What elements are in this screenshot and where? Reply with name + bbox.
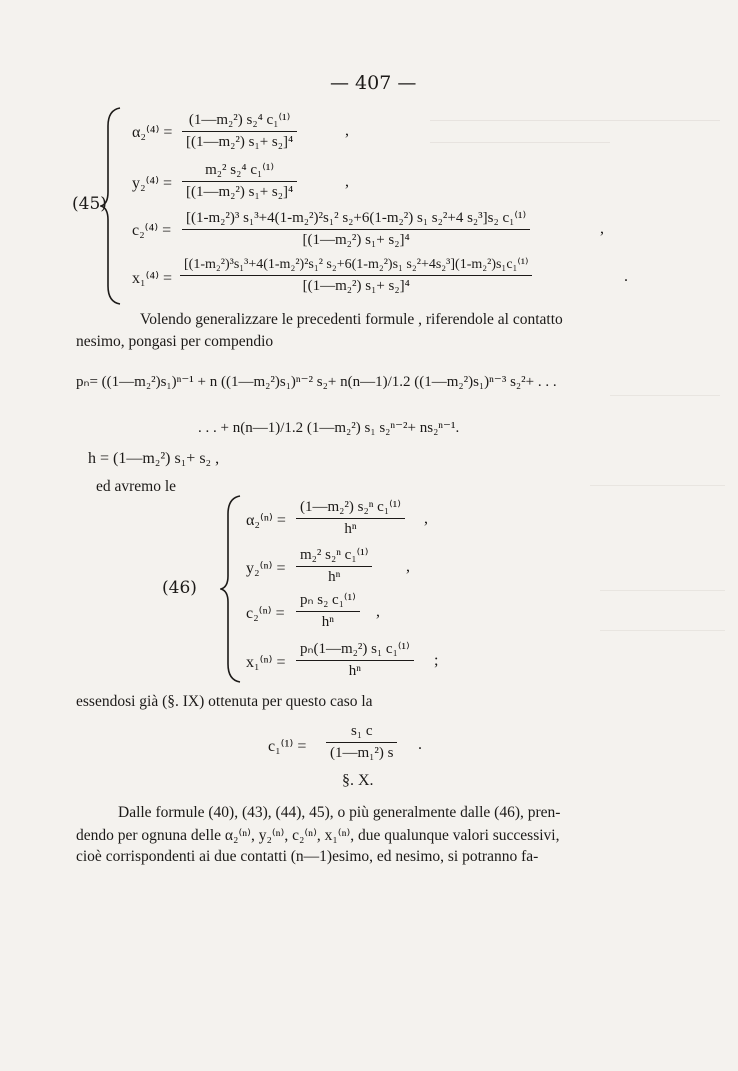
- c1-eq-lhs: c₁⁽¹⁾ =: [268, 738, 307, 755]
- eq46-c-den: hⁿ: [321, 614, 335, 630]
- eq45-alpha-tail: ,: [345, 122, 349, 139]
- eq46-x-fraction: [296, 639, 414, 680]
- h-definition: h = (1—m₂²) s₁+ s₂ ,: [88, 450, 220, 467]
- eq45-alpha-lhs: α₂⁽⁴⁾ =: [132, 124, 173, 141]
- eq45-x-fraction: [180, 256, 532, 295]
- eq46-x-tail: ;: [434, 652, 439, 669]
- eq46-alpha-fraction: [296, 497, 405, 538]
- show-through-line: [600, 580, 725, 591]
- paragraph-line: nesimo, pongasi per compendio: [76, 333, 274, 350]
- eq46-alpha-tail: ,: [424, 510, 428, 527]
- show-through-line: [610, 385, 720, 396]
- eq45-x-num: [(1-m₂²)³s₁³+4(1-m₂²)²s₁² s₂+6(1-m₂²)s₁ s₂²+4s₂³](1-m₂²)s₁c₁⁽¹⁾: [180, 256, 532, 276]
- eq46-y-fraction: [296, 545, 372, 586]
- show-through-line: [600, 620, 725, 631]
- eq46-y-lhs: y₂⁽ⁿ⁾ =: [246, 560, 286, 577]
- pn-definition-line-2: . . . + n(n—1)/1.2 (1—m₂²) s₁ s₂ⁿ⁻²+ ns₂ⁿ⁻¹.: [198, 420, 460, 436]
- equation-46-brace: [220, 494, 242, 684]
- c1-eq-num: s₁ c: [326, 723, 397, 743]
- eq46-x-den: hⁿ: [348, 663, 361, 679]
- eq45-alpha-den: [(1—m₂²) s₁+ s₂]⁴: [186, 134, 294, 150]
- eq45-c-tail: ,: [600, 220, 604, 237]
- eq46-c-num: pₙ s₂ c₁⁽¹⁾: [296, 590, 360, 612]
- show-through-line: [430, 110, 720, 121]
- equation-45-label: (45): [72, 194, 107, 214]
- eq45-x-lhs: x₁⁽⁴⁾ =: [132, 270, 173, 287]
- pn-definition-line-1: pₙ= ((1—m₂²)s₁)ⁿ⁻¹ + n ((1—m₂²)s₁)ⁿ⁻² s₂+ n(n—1)/1.2 ((1—m₂²)s₁)ⁿ⁻³ s₂²+ . . .: [76, 374, 557, 390]
- eq45-x-tail: .: [624, 268, 628, 285]
- c1-eq-den: (1—m₁²) s: [330, 745, 394, 761]
- paragraph-line: cioè corrispondenti ai due contatti (n—1)esimo, ed nesimo, si potranno fa-: [76, 848, 539, 865]
- paragraph-line: Dalle formule (40), (43), (44), 45), o più generalmente dalle (46), pren-: [118, 804, 561, 821]
- eq46-c-tail: ,: [376, 603, 380, 620]
- eq46-x-lhs: x₁⁽ⁿ⁾ =: [246, 654, 286, 671]
- show-through-line: [430, 132, 610, 143]
- eq46-alpha-lhs: α₂⁽ⁿ⁾ =: [246, 512, 286, 529]
- eq46-y-num: m₂² s₂ⁿ c₁⁽¹⁾: [296, 545, 372, 567]
- eq45-y-fraction: [182, 160, 297, 201]
- section-heading: §. X.: [342, 772, 374, 789]
- eq45-y-lhs: y₂⁽⁴⁾ =: [132, 175, 173, 192]
- page-number: — 407 —: [330, 72, 417, 94]
- eq46-y-tail: ,: [406, 558, 410, 575]
- eq46-c-fraction: [296, 590, 360, 631]
- eq45-c-den: [(1—m₂²) s₁+ s₂]⁴: [302, 232, 410, 248]
- eq46-x-num: pₙ(1—m₂²) s₁ c₁⁽¹⁾: [296, 639, 414, 661]
- eq45-alpha-num: (1—m₂²) s₂⁴ c₁⁽¹⁾: [182, 110, 297, 132]
- eq45-x-den: [(1—m₂²) s₁+ s₂]⁴: [302, 278, 410, 294]
- equation-46-label: (46): [162, 578, 197, 598]
- eq46-y-den: hⁿ: [328, 569, 341, 585]
- c1-eq-tail: .: [418, 736, 422, 753]
- eq45-c-num: [(1-m₂²)³ s₁³+4(1-m₂²)²s₁² s₂+6(1-m₂²) s₁ s₂²+4 s₂³]s₂ c₁⁽¹⁾: [182, 208, 530, 230]
- paragraph-line: essendosi già (§. IX) ottenuta per questo caso la: [76, 693, 373, 710]
- eq45-c-lhs: c₂⁽⁴⁾ =: [132, 222, 172, 239]
- eq45-y-num: m₂² s₂⁴ c₁⁽¹⁾: [182, 160, 297, 182]
- eq45-y-den: [(1—m₂²) s₁+ s₂]⁴: [186, 184, 294, 200]
- eq45-alpha-fraction: [182, 110, 297, 151]
- eq45-c-fraction: [182, 208, 530, 249]
- show-through-line: [590, 475, 725, 486]
- c1-eq-fraction: [326, 723, 397, 762]
- eq45-y-tail: ,: [345, 173, 349, 190]
- eq46-alpha-num: (1—m₂²) s₂ⁿ c₁⁽¹⁾: [296, 497, 405, 519]
- paragraph-line: ed avremo le: [96, 478, 177, 495]
- eq46-c-lhs: c₂⁽ⁿ⁾ =: [246, 605, 285, 622]
- paragraph-line: Volendo generalizzare le precedenti formule , riferendole al contatto: [140, 311, 563, 328]
- paragraph-line: dendo per ognuna delle α₂⁽ⁿ⁾, y₂⁽ⁿ⁾, c₂⁽ⁿ⁾, x₁⁽ⁿ⁾, due qualunque valori successivi,: [76, 827, 560, 844]
- equation-45-brace: [100, 106, 122, 306]
- eq46-alpha-den: hⁿ: [344, 521, 357, 537]
